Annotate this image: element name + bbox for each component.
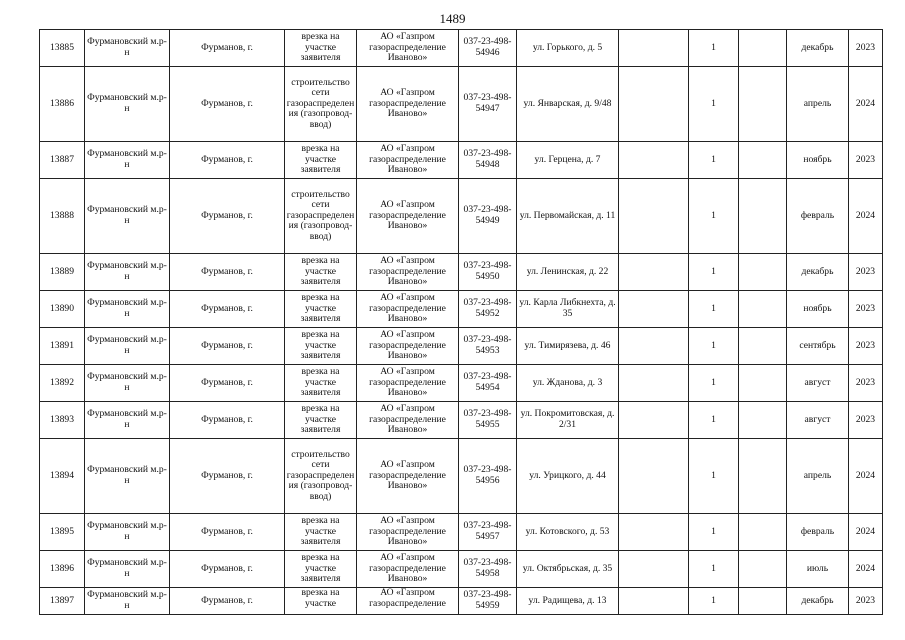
application-code-cell: 037-23-498-54952 xyxy=(459,291,517,328)
city-cell: Фурманов, г. xyxy=(170,551,285,588)
application-code-cell: 037-23-498-54947 xyxy=(459,67,517,142)
year-cell: 2024 xyxy=(849,514,883,551)
quantity-cell: 1 xyxy=(689,439,739,514)
month-cell: декабрь xyxy=(787,254,849,291)
record-id-cell: 13885 xyxy=(40,30,85,67)
table-body xyxy=(40,30,883,615)
quantity-cell: 1 xyxy=(689,254,739,291)
district-cell: Фурмановский м.р-н xyxy=(85,30,170,67)
record-id-cell: 13897 xyxy=(40,588,85,615)
city-cell: Фурманов, г. xyxy=(170,402,285,439)
record-id-cell: 13887 xyxy=(40,142,85,179)
organization-cell: АО «Газпром газораспределение Иваново» xyxy=(357,67,459,142)
organization-cell: АО «Газпром газораспределение Иваново» xyxy=(357,328,459,365)
district-cell: Фурмановский м.р-н xyxy=(85,402,170,439)
organization-cell: АО «Газпром газораспределение Иваново» xyxy=(357,551,459,588)
organization-cell: АО «Газпром газораспределение Иваново» xyxy=(357,365,459,402)
record-id-cell: 13896 xyxy=(40,551,85,588)
quantity-cell: 1 xyxy=(689,588,739,615)
record-id-cell: 13894 xyxy=(40,439,85,514)
city-cell: Фурманов, г. xyxy=(170,514,285,551)
month-cell: декабрь xyxy=(787,30,849,67)
address-cell: ул. Урицкого, д. 44 xyxy=(517,439,619,514)
application-code-cell: 037-23-498-54953 xyxy=(459,328,517,365)
table-row xyxy=(40,142,883,179)
table-row xyxy=(40,551,883,588)
address-cell: ул. Тимирязева, д. 46 xyxy=(517,328,619,365)
work-type-cell: врезка на участке заявителя xyxy=(285,142,357,179)
address-cell: ул. Первомайская, д. 11 xyxy=(517,179,619,254)
empty-cell xyxy=(619,365,689,402)
city-cell: Фурманов, г. xyxy=(170,291,285,328)
empty-cell xyxy=(739,402,787,439)
quantity-cell: 1 xyxy=(689,551,739,588)
address-cell: ул. Покромитовская, д. 2/31 xyxy=(517,402,619,439)
empty-cell xyxy=(739,291,787,328)
organization-cell: АО «Газпром газораспределение Иваново» xyxy=(357,291,459,328)
address-cell: ул. Карла Либкнехта, д. 35 xyxy=(517,291,619,328)
year-cell: 2024 xyxy=(849,179,883,254)
district-cell: Фурмановский м.р-н xyxy=(85,514,170,551)
city-cell: Фурманов, г. xyxy=(170,439,285,514)
empty-cell xyxy=(619,254,689,291)
page-number: 1489 xyxy=(439,11,466,26)
month-cell: август xyxy=(787,402,849,439)
organization-cell: АО «Газпром газораспределение Иваново» xyxy=(357,179,459,254)
empty-cell xyxy=(739,551,787,588)
month-cell: июль xyxy=(787,551,849,588)
empty-cell xyxy=(619,402,689,439)
organization-cell: АО «Газпром газораспределение Иваново» xyxy=(357,439,459,514)
application-code-cell: 037-23-498-54957 xyxy=(459,514,517,551)
record-id-cell: 13892 xyxy=(40,365,85,402)
organization-cell: АО «Газпром газораспределение Иваново» xyxy=(357,402,459,439)
city-cell: Фурманов, г. xyxy=(170,328,285,365)
work-type-cell: врезка на участке заявителя xyxy=(285,365,357,402)
record-id-cell: 13889 xyxy=(40,254,85,291)
empty-cell xyxy=(739,514,787,551)
city-cell: Фурманов, г. xyxy=(170,588,285,615)
year-cell: 2023 xyxy=(849,254,883,291)
table-row xyxy=(40,402,883,439)
work-type-cell: строительство сети газораспределения (газопровод-ввод) xyxy=(285,179,357,254)
month-cell: февраль xyxy=(787,179,849,254)
empty-cell xyxy=(739,179,787,254)
address-cell: ул. Котовского, д. 53 xyxy=(517,514,619,551)
district-cell: Фурмановский м.р-н xyxy=(85,291,170,328)
work-type-cell: врезка на участке заявителя xyxy=(285,551,357,588)
table-row xyxy=(40,365,883,402)
city-cell: Фурманов, г. xyxy=(170,30,285,67)
year-cell: 2023 xyxy=(849,328,883,365)
empty-cell xyxy=(619,142,689,179)
month-cell: сентябрь xyxy=(787,328,849,365)
table-row xyxy=(40,179,883,254)
application-code-cell: 037-23-498-54948 xyxy=(459,142,517,179)
month-cell: апрель xyxy=(787,439,849,514)
month-cell: ноябрь xyxy=(787,142,849,179)
quantity-cell: 1 xyxy=(689,291,739,328)
year-cell: 2023 xyxy=(849,291,883,328)
year-cell: 2023 xyxy=(849,142,883,179)
quantity-cell: 1 xyxy=(689,179,739,254)
record-id-cell: 13888 xyxy=(40,179,85,254)
city-cell: Фурманов, г. xyxy=(170,179,285,254)
empty-cell xyxy=(619,179,689,254)
city-cell: Фурманов, г. xyxy=(170,254,285,291)
organization-cell: АО «Газпром газораспределение Иваново» xyxy=(357,142,459,179)
record-id-cell: 13895 xyxy=(40,514,85,551)
empty-cell xyxy=(739,588,787,615)
year-cell: 2023 xyxy=(849,365,883,402)
empty-cell xyxy=(739,67,787,142)
table-row xyxy=(40,328,883,365)
work-type-cell: врезка на участке заявителя xyxy=(285,291,357,328)
table-row xyxy=(40,67,883,142)
district-cell: Фурмановский м.р-н xyxy=(85,179,170,254)
month-cell: апрель xyxy=(787,67,849,142)
empty-cell xyxy=(739,30,787,67)
month-cell: август xyxy=(787,365,849,402)
address-cell: ул. Радищева, д. 13 xyxy=(517,588,619,615)
work-type-cell: врезка на участке заявителя xyxy=(285,254,357,291)
address-cell: ул. Октябрьская, д. 35 xyxy=(517,551,619,588)
month-cell: ноябрь xyxy=(787,291,849,328)
district-cell: Фурмановский м.р-н xyxy=(85,365,170,402)
empty-cell xyxy=(619,30,689,67)
record-id-cell: 13891 xyxy=(40,328,85,365)
organization-cell: АО «Газпром газораспределение Иваново» xyxy=(357,30,459,67)
quantity-cell: 1 xyxy=(689,514,739,551)
work-type-cell: врезка на участке заявителя xyxy=(285,514,357,551)
address-cell: ул. Горького, д. 5 xyxy=(517,30,619,67)
work-type-cell: врезка на участке заявителя xyxy=(285,402,357,439)
empty-cell xyxy=(739,328,787,365)
application-code-cell: 037-23-498-54956 xyxy=(459,439,517,514)
address-cell: ул. Ленинская, д. 22 xyxy=(517,254,619,291)
address-cell: ул. Жданова, д. 3 xyxy=(517,365,619,402)
district-cell: Фурмановский м.р-н xyxy=(85,588,170,615)
table-row xyxy=(40,588,883,615)
quantity-cell: 1 xyxy=(689,67,739,142)
district-cell: Фурмановский м.р-н xyxy=(85,328,170,365)
application-code-cell: 037-23-498-54946 xyxy=(459,30,517,67)
year-cell: 2024 xyxy=(849,439,883,514)
city-cell: Фурманов, г. xyxy=(170,365,285,402)
table-row xyxy=(40,291,883,328)
organization-cell: АО «Газпром газораспределение Иваново» xyxy=(357,254,459,291)
city-cell: Фурманов, г. xyxy=(170,67,285,142)
work-type-cell: врезка на участке xyxy=(285,588,357,615)
empty-cell xyxy=(739,142,787,179)
table-row xyxy=(40,514,883,551)
table-row xyxy=(40,439,883,514)
city-cell: Фурманов, г. xyxy=(170,142,285,179)
district-cell: Фурмановский м.р-н xyxy=(85,254,170,291)
table-row xyxy=(40,30,883,67)
empty-cell xyxy=(739,365,787,402)
record-id-cell: 13893 xyxy=(40,402,85,439)
district-cell: Фурмановский м.р-н xyxy=(85,551,170,588)
district-cell: Фурмановский м.р-н xyxy=(85,67,170,142)
address-cell: ул. Январская, д. 9/48 xyxy=(517,67,619,142)
work-type-cell: строительство сети газораспределения (газопровод-ввод) xyxy=(285,439,357,514)
empty-cell xyxy=(619,588,689,615)
quantity-cell: 1 xyxy=(689,365,739,402)
records-table xyxy=(39,29,883,615)
table-row xyxy=(40,254,883,291)
empty-cell xyxy=(739,254,787,291)
quantity-cell: 1 xyxy=(689,402,739,439)
application-code-cell: 037-23-498-54959 xyxy=(459,588,517,615)
district-cell: Фурмановский м.р-н xyxy=(85,439,170,514)
month-cell: февраль xyxy=(787,514,849,551)
year-cell: 2023 xyxy=(849,588,883,615)
year-cell: 2024 xyxy=(849,67,883,142)
year-cell: 2023 xyxy=(849,402,883,439)
empty-cell xyxy=(619,328,689,365)
year-cell: 2024 xyxy=(849,551,883,588)
organization-cell: АО «Газпром газораспределение Иваново» xyxy=(357,514,459,551)
application-code-cell: 037-23-498-54954 xyxy=(459,365,517,402)
empty-cell xyxy=(619,291,689,328)
empty-cell xyxy=(619,514,689,551)
work-type-cell: врезка на участке заявителя xyxy=(285,30,357,67)
application-code-cell: 037-23-498-54955 xyxy=(459,402,517,439)
district-cell: Фурмановский м.р-н xyxy=(85,142,170,179)
application-code-cell: 037-23-498-54958 xyxy=(459,551,517,588)
quantity-cell: 1 xyxy=(689,30,739,67)
address-cell: ул. Герцена, д. 7 xyxy=(517,142,619,179)
record-id-cell: 13890 xyxy=(40,291,85,328)
empty-cell xyxy=(739,439,787,514)
empty-cell xyxy=(619,67,689,142)
work-type-cell: строительство сети газораспределения (газопровод-ввод) xyxy=(285,67,357,142)
record-id-cell: 13886 xyxy=(40,67,85,142)
work-type-cell: врезка на участке заявителя xyxy=(285,328,357,365)
quantity-cell: 1 xyxy=(689,328,739,365)
empty-cell xyxy=(619,439,689,514)
month-cell: декабрь xyxy=(787,588,849,615)
organization-cell: АО «Газпром газораспределение xyxy=(357,588,459,615)
quantity-cell: 1 xyxy=(689,142,739,179)
application-code-cell: 037-23-498-54949 xyxy=(459,179,517,254)
year-cell: 2023 xyxy=(849,30,883,67)
application-code-cell: 037-23-498-54950 xyxy=(459,254,517,291)
empty-cell xyxy=(619,551,689,588)
